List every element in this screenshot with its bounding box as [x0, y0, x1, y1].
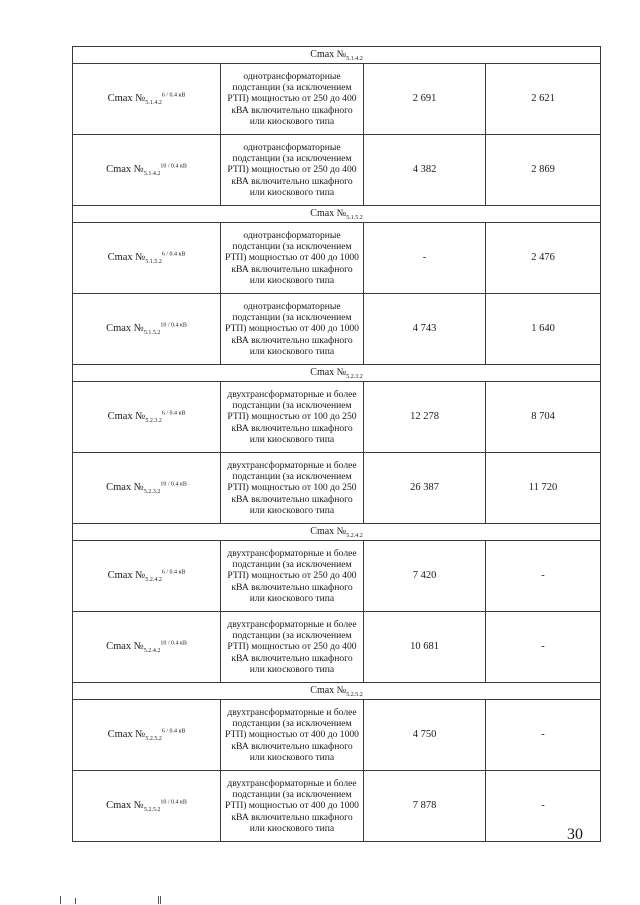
tariff-code-index: 5.1.5.2 — [145, 259, 162, 266]
value-cell-2: 2 621 — [486, 64, 601, 135]
value-cell-2: 1 640 — [486, 294, 601, 365]
section-header-name: Cmax № — [310, 49, 347, 61]
tariff-code-name: Cmax № — [106, 164, 144, 176]
table-row — [73, 453, 601, 524]
scan-artifact-mark — [60, 896, 61, 904]
table-row — [73, 294, 601, 365]
tariff-code-index: 5.2.3.2 — [143, 489, 161, 496]
tariff-code-cell — [73, 700, 221, 771]
tariff-code-cell — [73, 541, 221, 612]
tariff-code-cell — [73, 453, 221, 524]
value-cell-1: 2 691 — [364, 64, 486, 135]
value-cell-2: - — [486, 541, 601, 612]
section-header-row — [73, 524, 601, 541]
value-cell-1: 7 420 — [364, 541, 486, 612]
table-row — [73, 771, 601, 842]
section-header — [73, 47, 601, 64]
section-header-index: 5.2.3.2 — [346, 374, 363, 381]
section-header — [73, 524, 601, 541]
tariff-code-index: 5.1.4.2 — [143, 171, 161, 178]
section-header-index: 5.2.5.2 — [346, 692, 363, 699]
value-cell-1: 12 278 — [364, 382, 486, 453]
table-row — [73, 64, 601, 135]
tariff-table — [72, 46, 601, 842]
tariff-code-name: Cmax № — [107, 570, 146, 582]
value-cell-1: 4 743 — [364, 294, 486, 365]
tariff-code-cell — [73, 294, 221, 365]
scan-artifact-mark — [75, 898, 76, 904]
table-row — [73, 382, 601, 453]
section-header — [73, 683, 601, 700]
substation-description: однотрансформаторные подстанции (за исключением РТП) мощностью от 250 до 400 кВА включительно шкафного или киоскового типа — [221, 135, 364, 206]
section-header-row — [73, 365, 601, 382]
value-cell-2: 11 720 — [486, 453, 601, 524]
table-row — [73, 612, 601, 683]
tariff-code-cell — [73, 64, 221, 135]
tariff-voltage: 6 / 0.4 кВ — [161, 251, 186, 258]
section-header-index: 5.1.4.2 — [346, 56, 363, 63]
table-row — [73, 541, 601, 612]
substation-description: однотрансформаторные подстанции (за исключением РТП) мощностью от 400 до 1000 кВА включительно шкафного или киоскового типа — [221, 223, 364, 294]
substation-description: двухтрансформаторные и более подстанции (за исключением РТП) мощностью от 250 до 400 кВА включительно шкафного или киоскового типа — [221, 541, 364, 612]
value-cell-2: 8 704 — [486, 382, 601, 453]
tariff-voltage: 10 / 0.4 кВ — [160, 481, 187, 488]
value-cell-2: - — [486, 771, 601, 842]
tariff-code-cell — [73, 612, 221, 683]
value-cell-2: - — [486, 612, 601, 683]
section-header-name: Cmax № — [310, 208, 347, 220]
section-header-index: 5.2.4.2 — [346, 533, 363, 540]
value-cell-1: 10 681 — [364, 612, 486, 683]
substation-description: однотрансформаторные подстанции (за исключением РТП) мощностью от 250 до 400 кВА включительно шкафного или киоскового типа — [221, 64, 364, 135]
tariff-code-name: Cmax № — [106, 641, 144, 653]
tariff-code-index: 5.2.4.2 — [143, 648, 161, 655]
tariff-code-cell — [73, 223, 221, 294]
value-cell-1: 4 382 — [364, 135, 486, 206]
section-header — [73, 365, 601, 382]
substation-description: двухтрансформаторные и более подстанции (за исключением РТП) мощностью от 400 до 1000 кВА включительно шкафного или киоскового типа — [221, 771, 364, 842]
tariff-voltage: 6 / 0.4 кВ — [161, 92, 186, 99]
tariff-voltage: 10 / 0.4 кВ — [160, 163, 187, 170]
tariff-voltage: 6 / 0.4 кВ — [161, 569, 186, 576]
tariff-code-name: Cmax № — [107, 411, 146, 423]
tariff-code-name: Cmax № — [106, 800, 144, 812]
substation-description: двухтрансформаторные и более подстанции (за исключением РТП) мощностью от 250 до 400 кВА включительно шкафного или киоскового типа — [221, 612, 364, 683]
tariff-code-name: Cmax № — [106, 323, 144, 335]
tariff-code-name: Cmax № — [106, 482, 144, 494]
page-number: 30 — [567, 826, 583, 843]
section-header-index: 5.1.5.2 — [346, 215, 363, 222]
value-cell-1: 7 878 — [364, 771, 486, 842]
tariff-code-cell — [73, 771, 221, 842]
value-cell-2: 2 869 — [486, 135, 601, 206]
value-cell-1: - — [364, 223, 486, 294]
table-row — [73, 700, 601, 771]
tariff-code-name: Cmax № — [107, 252, 146, 264]
scan-artifact-mark — [158, 896, 159, 904]
tariff-code-index: 5.2.5.2 — [143, 807, 161, 814]
section-header-name: Cmax № — [310, 526, 347, 538]
value-cell-2: 2 476 — [486, 223, 601, 294]
tariff-code-index: 5.1.4.2 — [145, 100, 162, 107]
value-cell-1: 26 387 — [364, 453, 486, 524]
tariff-code-index: 5.2.3.2 — [145, 418, 162, 425]
substation-description: двухтрансформаторные и более подстанции (за исключением РТП) мощностью от 400 до 1000 кВА включительно шкафного или киоскового типа — [221, 700, 364, 771]
tariff-code-name: Cmax № — [107, 729, 146, 741]
tariff-code-cell — [73, 135, 221, 206]
section-header-row — [73, 683, 601, 700]
tariff-voltage: 6 / 0.4 кВ — [161, 410, 186, 417]
substation-description: двухтрансформаторные и более подстанции (за исключением РТП) мощностью от 100 до 250 кВА включительно шкафного или киоскового типа — [221, 453, 364, 524]
tariff-code-name: Cmax № — [107, 93, 146, 105]
tariff-code-index: 5.2.5.2 — [145, 736, 162, 743]
section-header-row — [73, 47, 601, 64]
tariff-voltage: 10 / 0.4 кВ — [160, 799, 187, 806]
value-cell-2: - — [486, 700, 601, 771]
section-header — [73, 206, 601, 223]
table-row — [73, 135, 601, 206]
tariff-code-index: 5.1.5.2 — [143, 330, 161, 337]
tariff-table-body — [73, 47, 601, 842]
table-row — [73, 223, 601, 294]
value-cell-1: 4 750 — [364, 700, 486, 771]
section-header-row — [73, 206, 601, 223]
tariff-code-cell — [73, 382, 221, 453]
substation-description: однотрансформаторные подстанции (за исключением РТП) мощностью от 400 до 1000 кВА включительно шкафного или киоскового типа — [221, 294, 364, 365]
section-header-name: Cmax № — [310, 367, 347, 379]
tariff-voltage: 6 / 0.4 кВ — [161, 728, 186, 735]
tariff-voltage: 10 / 0.4 кВ — [160, 322, 187, 329]
tariff-voltage: 10 / 0.4 кВ — [160, 640, 187, 647]
tariff-code-index: 5.2.4.2 — [145, 577, 162, 584]
substation-description: двухтрансформаторные и более подстанции (за исключением РТП) мощностью от 100 до 250 кВА включительно шкафного или киоскового типа — [221, 382, 364, 453]
scan-artifact-mark — [160, 896, 161, 904]
section-header-name: Cmax № — [310, 685, 347, 697]
